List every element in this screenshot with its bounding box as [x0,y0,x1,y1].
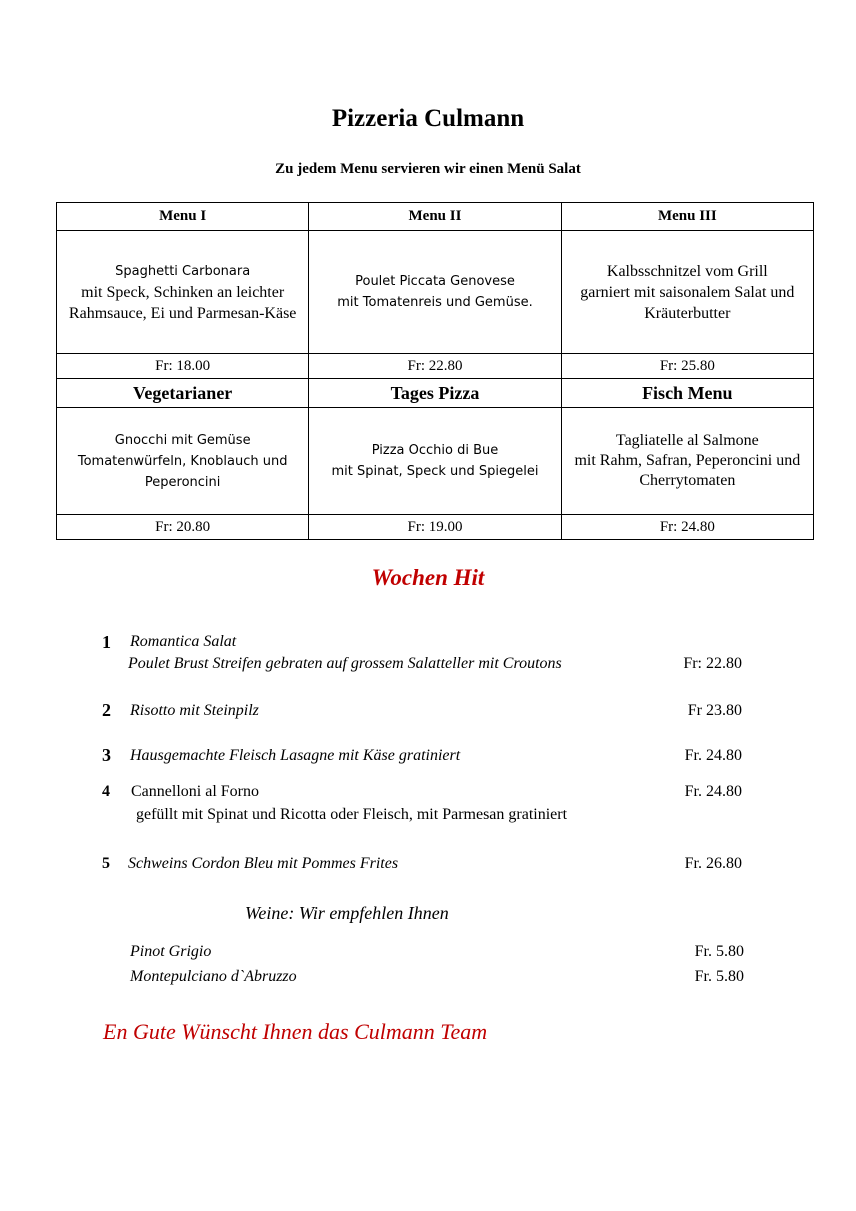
menu-header-row [57,379,814,408]
wine-name: Pinot Grigio [130,943,212,960]
menu-subtitle: Zu jedem Menu servieren wir einen Menü Salat [275,161,581,177]
page-title: Pizzeria Culmann [331,105,525,132]
menu-price: Fr: 18.00 [57,354,309,379]
menu-header: Menu III [561,203,813,231]
item-number: 1 [102,632,111,652]
menu-header: Tages Pizza [309,379,561,408]
menu-header: Fisch Menu [561,379,813,408]
item-number: 4 [102,783,110,800]
item-price: Fr 23.80 [687,702,742,719]
item-detail: gefüllt mit Spinat und Ricotta oder Fleisch, mit Parmesan gratiniert [136,806,568,823]
dish-name: Spaghetti Carbonara [115,263,251,279]
menu-header-row [57,203,814,231]
menu-dish-row [57,231,814,354]
menu-dish-cell [561,231,813,354]
wine-price: Fr. 5.80 [694,943,744,960]
item-price: Fr: 22.80 [683,655,742,672]
dish-description: mit Spinat, Speck und Spiegelei [331,464,539,479]
dish-name: Pizza Occhio di Bue [371,443,499,458]
dish-name: Kalbsschnitzel vom Grill [606,262,768,280]
menu-table [56,202,814,540]
dish-name: Gnocchi mit Gemüse [114,432,251,448]
menu-dish-cell [309,231,561,354]
item-number: 2 [102,700,111,720]
menu-header: Vegetarianer [57,379,309,408]
wine-heading: Weine: Wir empfehlen Ihnen [245,903,449,923]
item-price: Fr. 24.80 [684,783,742,800]
dish-description: Tomatenwürfeln, Knoblauch und Peperoncini [77,453,288,490]
menu-dish-row [57,408,814,515]
wine-name: Montepulciano d`Abruzzo [130,968,297,985]
dish-description: mit Rahm, Safran, Peperoncini und Cherrytomaten [574,452,801,489]
item-name: Cannelloni al Forno [131,783,259,800]
menu-dish-cell [309,408,561,515]
dish-description: garniert mit saisonalem Salat und Kräuterbutter [580,283,795,322]
dish-description: mit Speck, Schinken an leichter Rahmsauce, Ei und Parmesan-Käse [68,283,297,322]
menu-dish-cell [57,231,309,354]
menu-header: Menu II [309,203,561,231]
menu-price-row [57,515,814,540]
item-detail: Poulet Brust Streifen gebraten auf grossem Salatteller mit Croutons [128,655,562,672]
menu-price: Fr: 20.80 [57,515,309,540]
dish-name: Tagliatelle al Salmone [615,432,759,449]
dish-description: mit Tomatenreis und Gemüse. [337,295,533,310]
menu-price-row [57,354,814,379]
menu-price: Fr: 24.80 [561,515,813,540]
menu-price: Fr: 22.80 [309,354,561,379]
wochen-hit-heading: Wochen Hit [371,565,485,590]
item-name: Romantica Salat [130,633,237,650]
menu-price: Fr: 19.00 [309,515,561,540]
item-number: 5 [102,855,110,872]
menu-header: Menu I [57,203,309,231]
dish-name: Poulet Piccata Genovese [355,274,515,289]
item-price: Fr. 26.80 [684,855,742,872]
item-price: Fr. 24.80 [684,747,742,764]
item-number: 3 [102,745,111,765]
menu-dish-cell [561,408,813,515]
item-name: Risotto mit Steinpilz [130,702,259,719]
item-name: Schweins Cordon Bleu mit Pommes Frites [128,855,399,872]
menu-dish-cell [57,408,309,515]
menu-price: Fr: 25.80 [561,354,813,379]
footer-greeting: En Gute Wünscht Ihnen das Culmann Team [103,1019,488,1044]
item-name: Hausgemachte Fleisch Lasagne mit Käse gratiniert [130,747,461,764]
wine-price: Fr. 5.80 [694,968,744,985]
